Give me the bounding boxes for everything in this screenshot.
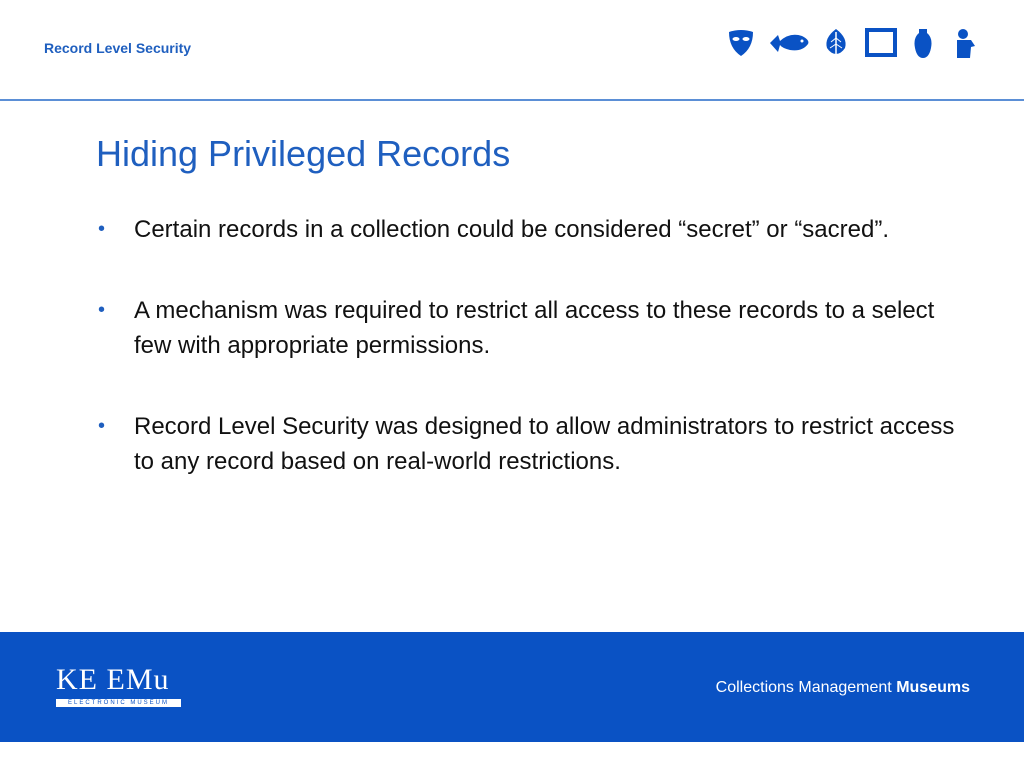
fish-icon: [768, 28, 812, 58]
ke-emu-logo: [56, 663, 182, 707]
bullet-marker: •: [98, 415, 106, 437]
bullet-marker: •: [98, 218, 106, 240]
header-title: Record Level Security: [44, 40, 192, 56]
logo-text: KE EMu: [56, 663, 170, 696]
bullet-text: A mechanism was required to restrict all access to these records to a select few with appropriate permissions.: [134, 297, 935, 359]
tagline-regular: Collections Management: [715, 679, 897, 696]
figure-icon: [953, 28, 977, 60]
bullet-item: [98, 212, 958, 247]
bullet-item: [98, 409, 958, 479]
slide-title: Hiding Privileged Records: [96, 133, 511, 174]
bullet-item: [98, 293, 958, 363]
footer-band: [0, 632, 1024, 742]
footer-tagline: [716, 679, 970, 697]
footer-bottom-strip: [0, 742, 1024, 768]
header-divider: [0, 99, 1024, 101]
vase-icon: [912, 28, 934, 60]
bullet-list: [98, 212, 958, 525]
mask-icon: [727, 28, 755, 58]
tagline-bold: Museums: [896, 679, 970, 696]
header-icon-strip: [727, 28, 977, 62]
bullet-text: Certain records in a collection could be considered “secret” or “sacred”.: [134, 216, 890, 243]
frame-icon: [865, 28, 897, 58]
bullet-marker: •: [98, 299, 106, 321]
leaf-icon: [823, 28, 849, 60]
logo-subtext: ELECTRONIC MUSEUM: [67, 700, 169, 706]
bullet-text: Record Level Security was designed to allow administrators to restrict access to any record based on real-world restrictions.: [134, 413, 955, 475]
